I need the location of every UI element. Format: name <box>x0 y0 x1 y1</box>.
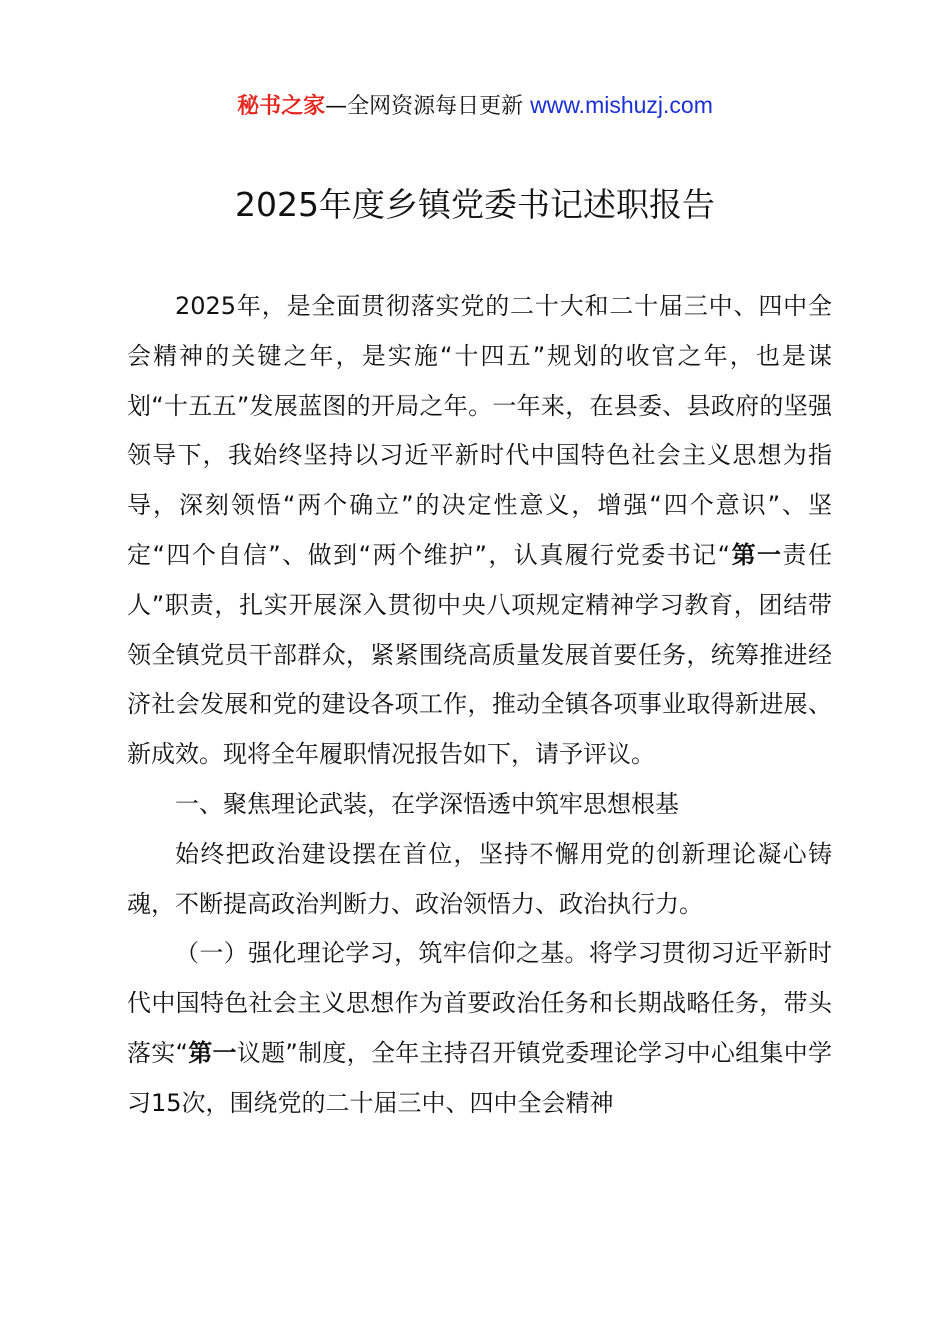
brand-name: 秘书之家 <box>237 94 326 119</box>
intro-text-part1: 2025年，是全面贯彻落实党的二十大和二十届三中、四中全会精神的关键之年，是实施“十四五”规划的收官之年，也是谋划“十五五”发展蓝图的开局之年。一年来，在县委、县政府的坚强领导下，我始终坚持以习近平新时代中国特色社会主义思想为指导，深刻领悟“两个确立”的决定性意义，增强“四个意识”、坚定“四个自信”、做到“两个维护”，认真履行党委书记“ <box>127 292 832 569</box>
subsection-1-text-part2: 议题”制度，全年主持召开镇党委理论学习中心组集中学习15次，围绕党的二十届三中、四中全会精神 <box>127 1038 832 1117</box>
subsection-1-text-part1: （一）强化理论学习，筑牢信仰之基。将学习贯彻习近平新时代中国特色社会主义思想作为首要政治任务和长期战略任务，带头落实“ <box>127 939 832 1067</box>
document-title: 2025年度乡镇党委书记述职报告 <box>235 185 715 224</box>
section-1-paragraph: 始终把政治建设摆在首位，坚持不懈用党的创新理论凝心铸魂，不断提高政治判断力、政治领悟力、政治执行力。 <box>127 839 832 918</box>
document-body <box>127 282 832 1129</box>
section-1-heading: 一、聚焦理论武装，在学深悟透中筑牢思想根基 <box>175 789 679 818</box>
subsection-1-emphasis: 第一 <box>188 1038 237 1067</box>
intro-emphasis: 第一 <box>730 540 783 569</box>
intro-text-part2: 责任人”职责，扎实开展深入贯彻中央八项规定精神学习教育，团结带领全镇党员干部群众，紧紧围绕高质量发展首要任务，统筹推进经济社会发展和党的建设各项工作，推动全镇各项事业取得新进展、新成效。现将全年履职情况报告如下，请予评议。 <box>127 540 833 769</box>
intro-paragraph <box>127 282 832 780</box>
site-url-link[interactable]: www.mishuzj.com <box>530 92 713 118</box>
subsection-1-paragraph <box>127 929 832 1128</box>
header-tagline: —全网资源每日更新 <box>325 94 524 119</box>
site-header <box>0 88 950 124</box>
